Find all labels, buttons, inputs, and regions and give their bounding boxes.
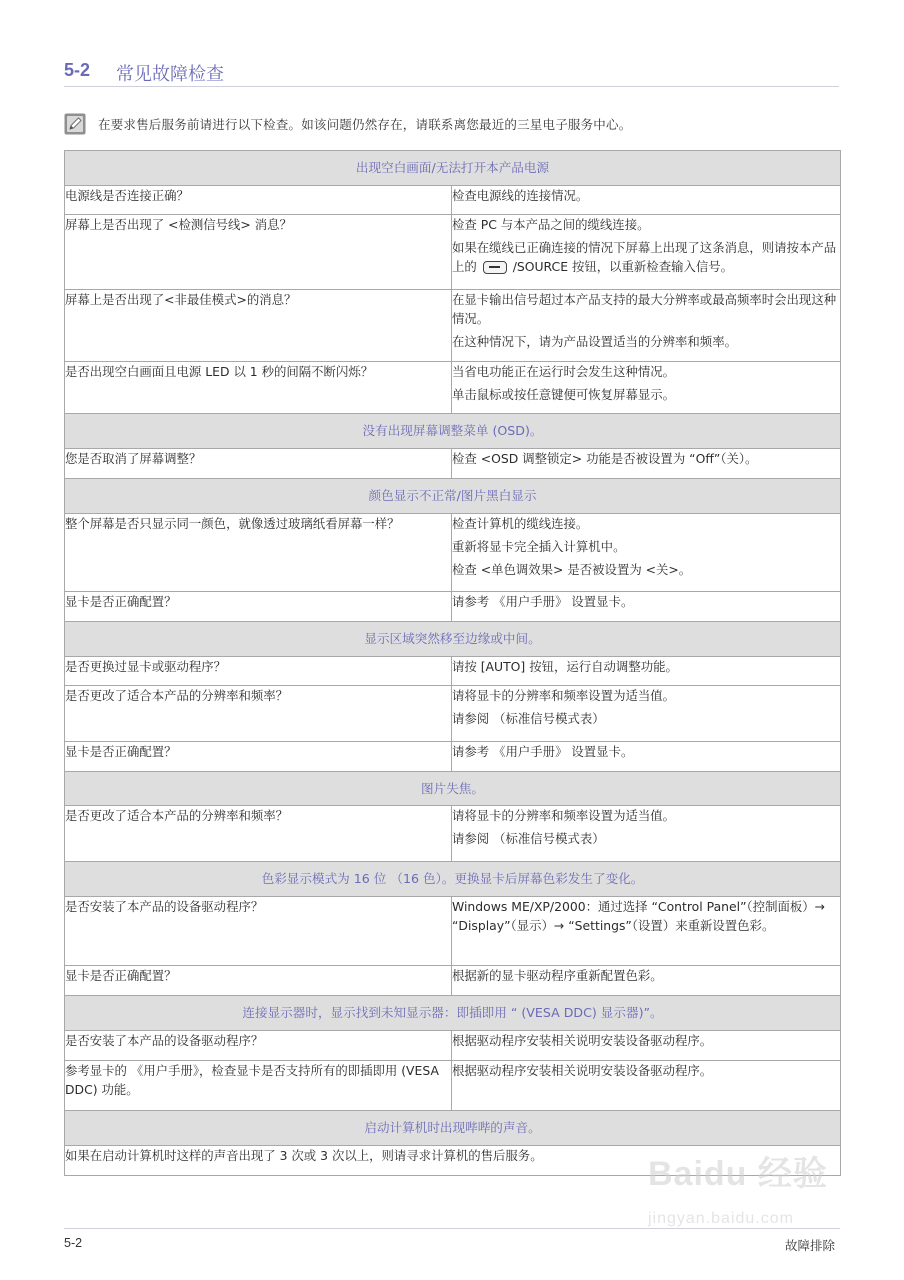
answer-cell bbox=[452, 592, 841, 622]
answer-cell bbox=[452, 966, 841, 996]
answer-cell bbox=[452, 686, 841, 742]
answer-line: 请将显卡的分辨率和频率设置为适当值。 bbox=[452, 688, 676, 703]
section-heading: 显示区域突然移至边缘或中间。 bbox=[65, 622, 841, 657]
question-cell: 是否安装了本产品的设备驱动程序？ bbox=[65, 1031, 452, 1061]
full-width-cell: 如果在启动计算机时这样的声音出现了 3 次或 3 次以上，则请寻求计算机的售后服务。 bbox=[65, 1146, 841, 1176]
answer-line: 请参考 《用户手册》 设置显卡。 bbox=[452, 744, 634, 759]
table-row bbox=[65, 897, 841, 966]
answer-cell bbox=[452, 1031, 841, 1061]
section-heading-row bbox=[65, 1111, 841, 1146]
page-title: 常见故障检查 bbox=[116, 64, 224, 85]
section-heading-row bbox=[65, 622, 841, 657]
section-heading-row bbox=[65, 996, 841, 1031]
answer-line: 在显卡输出信号超过本产品支持的最大分辨率或最高频率时会出现这种情况。 bbox=[452, 292, 837, 327]
section-heading: 连接显示器时，显示找到未知显示器：即插即用 “ (VESA DDC) 显示器)”。 bbox=[65, 996, 841, 1031]
section-heading: 颜色显示不正常/图片黑白显示 bbox=[65, 479, 841, 514]
answer-line: 请参阅 （标准信号模式表） bbox=[452, 831, 605, 847]
table-row bbox=[65, 966, 841, 996]
answer-line: Windows ME/XP/2000：通过选择 “Control Panel”（控制面板）→ “Display”（显示）→ “Settings”（设置）来重新设置色彩。 bbox=[452, 899, 826, 934]
question-cell: 是否更改了适合本产品的分辨率和频率？ bbox=[65, 686, 452, 742]
answer-line: 请将显卡的分辨率和频率设置为适当值。 bbox=[452, 808, 676, 823]
watermark-url: jingyan.baidu.com bbox=[648, 1210, 794, 1227]
answer-line: 在这种情况下，请为产品设置适当的分辨率和频率。 bbox=[452, 334, 737, 350]
answer-cell bbox=[452, 1061, 841, 1111]
table-row bbox=[65, 290, 841, 362]
table-row bbox=[65, 514, 841, 592]
footer-page-number: 5-2 bbox=[64, 1236, 83, 1250]
answer-line: 请参考 《用户手册》 设置显卡。 bbox=[452, 594, 634, 609]
table-row bbox=[65, 215, 841, 290]
question-cell: 您是否取消了屏幕调整？ bbox=[65, 449, 452, 479]
table-row bbox=[65, 449, 841, 479]
source-button-icon bbox=[483, 261, 507, 274]
table-row bbox=[65, 806, 841, 862]
section-heading: 出现空白画面/无法打开本产品电源 bbox=[65, 151, 841, 186]
question-cell: 参考显卡的 《用户手册》，检查显卡是否支持所有的即插即用 (VESA DDC) 功能。 bbox=[65, 1061, 452, 1111]
section-heading: 启动计算机时出现哔哔的声音。 bbox=[65, 1111, 841, 1146]
answer-cell bbox=[452, 362, 841, 414]
pencil-note-icon bbox=[64, 113, 86, 135]
question-cell: 是否更换过显卡或驱动程序？ bbox=[65, 657, 452, 686]
table-row bbox=[65, 592, 841, 622]
watermark-logo: Baidu 经验 bbox=[648, 1155, 828, 1193]
answer-cell bbox=[452, 290, 841, 362]
question-cell: 显卡是否正确配置？ bbox=[65, 592, 452, 622]
section-heading-row bbox=[65, 414, 841, 449]
table-row bbox=[65, 362, 841, 414]
answer-cell bbox=[452, 449, 841, 479]
answer-line: 请参阅 （标准信号模式表） bbox=[452, 711, 605, 727]
table-row bbox=[65, 742, 841, 772]
table-row bbox=[65, 1061, 841, 1111]
answer-line: 请按 [AUTO] 按钮，运行自动调整功能。 bbox=[452, 659, 678, 674]
answer-line: 根据驱动程序安装相关说明安装设备驱动程序。 bbox=[452, 1033, 713, 1048]
table-row bbox=[65, 657, 841, 686]
question-cell: 显卡是否正确配置？ bbox=[65, 966, 452, 996]
answer-line: 单击鼠标或按任意键便可恢复屏幕显示。 bbox=[452, 387, 676, 403]
answer-cell bbox=[452, 742, 841, 772]
answer-line: 检查 PC 与本产品之间的缆线连接。 bbox=[452, 217, 650, 232]
section-heading-row bbox=[65, 772, 841, 806]
question-cell: 电源线是否连接正确？ bbox=[65, 186, 452, 215]
table-row bbox=[65, 686, 841, 742]
question-cell: 是否更改了适合本产品的分辨率和频率？ bbox=[65, 806, 452, 862]
section-heading-row bbox=[65, 151, 841, 186]
answer-line: 检查电源线的连接情况。 bbox=[452, 188, 589, 203]
answer-cell bbox=[452, 657, 841, 686]
answer-line: 检查 <单色调效果> 是否被设置为 <关>。 bbox=[452, 562, 692, 578]
answer-line: 检查计算机的缆线连接。 bbox=[452, 516, 589, 531]
footer-divider bbox=[64, 1228, 840, 1229]
answer-line: 当省电功能正在运行时会发生这种情况。 bbox=[452, 364, 676, 379]
answer-cell bbox=[452, 514, 841, 592]
question-cell: 是否安装了本产品的设备驱动程序？ bbox=[65, 897, 452, 966]
answer-text: 如果在缆线已正确连接的情况下屏幕上出现了这条消息，则请按本产品上的 bbox=[452, 240, 837, 275]
table-row bbox=[65, 1031, 841, 1061]
question-cell: 显卡是否正确配置？ bbox=[65, 742, 452, 772]
question-cell: 屏幕上是否出现了<非最佳模式>的消息？ bbox=[65, 290, 452, 362]
question-cell: 是否出现空白画面且电源 LED 以 1 秒的间隔不断闪烁？ bbox=[65, 362, 452, 414]
section-heading: 色彩显示模式为 16 位 （16 色）。更换显卡后屏幕色彩发生了变化。 bbox=[65, 862, 841, 897]
question-cell: 整个屏幕是否只显示同一颜色，就像透过玻璃纸看屏幕一样？ bbox=[65, 514, 452, 592]
answer-cell bbox=[452, 186, 841, 215]
note-box bbox=[64, 113, 839, 137]
answer-line: 根据驱动程序安装相关说明安装设备驱动程序。 bbox=[452, 1063, 713, 1078]
section-heading: 图片失焦。 bbox=[65, 772, 841, 806]
footer-chapter: 故障排除 bbox=[785, 1238, 836, 1253]
answer-cell bbox=[452, 806, 841, 862]
answer-line bbox=[452, 238, 840, 276]
answer-line: 检查 <OSD 调整锁定> 功能是否被设置为 “Off”（关）。 bbox=[452, 451, 758, 466]
answer-cell bbox=[452, 215, 841, 290]
answer-line: 重新将显卡完全插入计算机中。 bbox=[452, 539, 626, 555]
section-number: 5-2 bbox=[64, 60, 91, 80]
section-heading-row bbox=[65, 862, 841, 897]
note-text: 在要求售后服务前请进行以下检查。如该问题仍然存在，请联系离您最近的三星电子服务中心。 bbox=[98, 117, 632, 132]
answer-text: /SOURCE 按钮，以重新检查输入信号。 bbox=[512, 259, 734, 275]
answer-line: 根据新的显卡驱动程序重新配置色彩。 bbox=[452, 968, 663, 983]
section-heading: 没有出现屏幕调整菜单 (OSD)。 bbox=[65, 414, 841, 449]
troubleshooting-table bbox=[64, 150, 841, 1176]
answer-cell bbox=[452, 897, 841, 966]
table-row bbox=[65, 186, 841, 215]
section-header bbox=[64, 58, 839, 87]
question-cell: 屏幕上是否出现了 <检测信号线> 消息？ bbox=[65, 215, 452, 290]
baidu-watermark bbox=[648, 1146, 848, 1236]
section-heading-row bbox=[65, 479, 841, 514]
